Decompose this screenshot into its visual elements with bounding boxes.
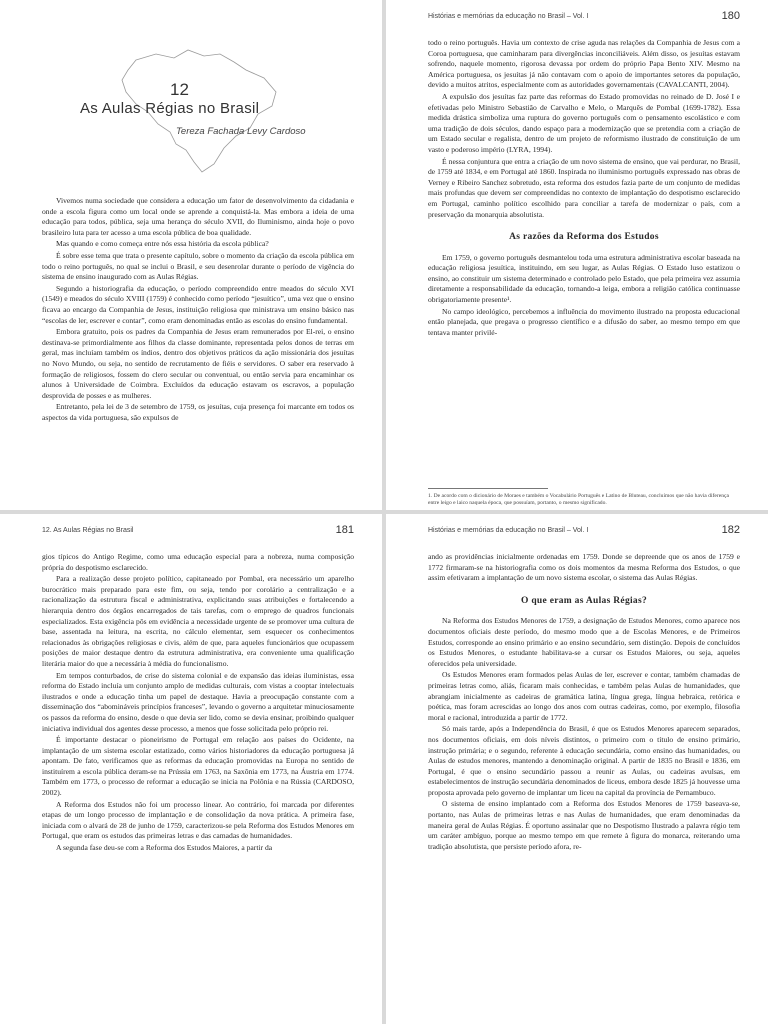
running-head-title: Histórias e memórias da educação no Brasil – Vol. I <box>428 527 589 534</box>
body-text <box>428 552 740 853</box>
page-number: 182 <box>721 524 740 536</box>
paragraph: Vivemos numa sociedade que considera a educação um fator de desenvolvimento da cidadania e onde a escola figura como um local onde se aprende a conquistá-la. Mas embora a ideia de uma educação para todos, pública, seja uma herança do século XVII, do Iluminismo, ainda hoje o povo brasileiro luta para ter acesso a uma escola pública de boa qualidade. <box>42 196 354 237</box>
chapter-number: 12 <box>170 80 189 99</box>
page-number: 181 <box>335 524 354 536</box>
paragraph: A expulsão dos jesuítas faz parte das reformas do Estado promovidas no reinado de D. José I e efetivadas pelo Ministro Sebastião de Carvalho e Melo, o Marquês de Pombal (1699-1782). Essa medida drástica simboliza uma ruptura do governo português com o pensamento escolástico e com uma tradição de dois séculos, dando espaço para a modernização que se pretendia com a criação de um Estado secular e regalista, dentro de um projeto de reformismo ilustrado de constituição de um vasto e poderoso império (LYRA, 1994). <box>428 91 740 154</box>
paragraph: Entretanto, pela lei de 3 de setembro de 1759, os jesuítas, cuja presença foi marcante em todos os aspectos da vida portuguesa, são expulsos de <box>42 402 354 422</box>
paragraph: Para a realização desse projeto político, capitaneado por Pombal, era necessário um aparelho burocrático mais preparado para este fim, ou seja, tendo por corolário a centralização e a racionalização da estrutura fiscal e administrativa, explicitando suas atribuições e fortalecendo a hierarquia dentro dos órgãos encarregados de tais tarefas, com o emprego de quadros funcionais especializados. Esta exigência pôs em evidência a necessidade urgente de se promover uma cultura de base, assentada na leitura, na escrita, no cálculo elementar, sem esquecer os conhecimentos relacionados às obrigações religiosas e civis, além de que, para aqueles funcionários que ocupassem posições de maior destaque dentro da estrutura administrativa, era conveniente uma qualificação literária maior do que a necessária à média do funcionalismo. <box>42 574 354 668</box>
page-182 <box>386 514 768 1024</box>
section-heading: O que eram as Aulas Régias? <box>520 595 648 606</box>
paragraph: Mas quando e como começa entre nós essa história da escola pública? <box>56 239 269 249</box>
paragraph: Em 1759, o governo português desmantelou toda uma estrutura administrativa escolar baseada na educação religiosa jesuítica, instituindo, em seu lugar, as Aulas Régias. O Estado luso estatizou o ensino, ao constituir um sistema determinado e controlado pelo Estado, que pela primeira vez assumia diretamente a responsabilidade da educação, tornando-a leiga, embora a religião católica continuasse obrigatoriamente presente¹. <box>428 252 740 305</box>
page-179 <box>0 0 382 510</box>
body-text <box>42 196 354 424</box>
footnote-rule <box>428 488 548 489</box>
paragraph: Embora gratuito, pois os padres da Companhia de Jesus eram remunerados por El-rei, o ensino destinava-se primordialmente aos filhos da classe dominante, representada pelos donos de terras em geral, mas incluíam também os índios, dentro dos objetivos práticos da ação missionária dos jesuítas no Novo Mundo, ou seja, no sentido de recrutamento de fiéis e servidores. O saber era reservado à formação de religiosos, fossem do clero secular ou conventual, ou então servia para encaminhar os alunos à Universidade de Coimbra. Excluídos da educação estavam os escravos, a população desprovida de posses e as mulheres. <box>42 327 354 400</box>
page-180 <box>386 0 768 510</box>
chapter-author: Tereza Fachada Levy Cardoso <box>176 126 306 137</box>
chapter-title: As Aulas Régias no Brasil <box>80 100 260 117</box>
paragraph: Só mais tarde, após a Independência do Brasil, é que os Estudos Menores aparecem separados, nos documentos oficiais, em dois níveis distintos, o primeiro com o título de ensino primário, instrução primária; e o segundo, referente à educação secundária, como ensino das humanidades, ou Aulas de estudos menores, mantendo a denominação original. A partir de 1835 no Brasil e 1836, em Portugal, é que o ensino secundário passou a reunir as Aulas, ou cadeiras avulsas, em estabelecimentos de instrução secundária denominados de liceus, embora desde 1825 já houvesse uma proposta aprovada pelo governo de implantar um liceu na capital da província de Pernambuco. <box>428 724 740 797</box>
paragraph: ando as providências inicialmente ordenadas em 1759. Donde se depreende que os anos de 1759 e 1772 firmaram-se na historiografia como os dois momentos da mesma Reforma dos Estudos, o que assim efetivaram a implantação de um novo sistema escolar, o sistema das Aulas Régias. <box>428 552 740 583</box>
page-number: 180 <box>721 10 740 22</box>
paragraph: Em tempos conturbados, de crise do sistema colonial e de expansão das ideias iluministas, essa reforma do Estado incluía um conjunto amplo de medidas culturais, com vistas a cooptar intelectuais ilustrados e onde a educação tinha um papel de destaque. Havia a preocupação constante com a disseminação dos “abomináveis princípios franceses”, levando o governo a arquitetar minuciosamente os passos da reforma do ensino, desde o que devia ser lido, como se devia ensinar, proibindo qualquer iniciativa individual dos agentes desse processo, a menos que fosse solicitada pelo próprio rei. <box>42 670 354 733</box>
footnote: 1. De acordo com o dicionário de Moraes e também o Vocabulário Português e Latino de Bluteau, concluímos que não havia diferença entre leigo e laico naquela época, que possuíam, portanto, o mesmo significado. <box>428 493 729 506</box>
page-181 <box>0 514 382 1024</box>
body-text <box>428 38 740 339</box>
paragraph: Segundo a historiografia da educação, o período compreendido entre meados do século XVI (1549) e meados do século XVIII (1759) é conhecido como período “jesuítico”, uma vez que o ensino ficava ao encargo da Companhia de Jesus, instituição religiosa que ministrava um ensino básico nas “escolas de ler, escrever e contar”, como eram denominadas então as escolas do ensino fundamental. <box>42 283 354 325</box>
running-head <box>428 10 740 27</box>
section-heading: As razões da Reforma dos Estudos <box>509 232 659 243</box>
body-text <box>42 552 354 855</box>
running-head-title: Histórias e memórias da educação no Brasil – Vol. I <box>428 13 589 20</box>
paragraph: É nessa conjuntura que entra a criação de um novo sistema de ensino, que vai perdurar, no Brasil, de 1759 até 1834, e em Portugal até 1860. Inspirada no iluminismo português expressado nas obras de Verney e Ribeiro Sanchez sobretudo, esta reforma dos estudos fazia parte de um conjunto de medidas mais profundas que devem ser compreendidas no contexto de implantação do despotismo esclarecido em Portugal, caminho político escolhido para conciliar a tarefa de modernizar o país, com a preservação da monarquia absolutista. <box>428 156 740 219</box>
running-head <box>42 524 354 541</box>
paragraph: A Reforma dos Estudos não foi um processo linear. Ao contrário, foi marcada por diferentes etapas de um longo processo de implantação e de consolidação da nova prática. A primeira fase, iniciada com o alvará de 28 de junho de 1759, caracterizou-se pela Reforma dos Estudos Menores em Portugal, que eram os estudos das primeiras letras e das camadas de humanidades. <box>42 799 354 841</box>
paragraph: gios típicos do Antigo Regime, como uma educação especial para a nobreza, numa composição própria do despotismo esclarecido. <box>42 552 354 572</box>
paragraph: O sistema de ensino implantado com a Reforma dos Estudos Menores de 1759 baseava-se, portanto, nas Aulas de primeiras letras e nas Aulas de humanidades, que eram denominadas da maneira geral de Aulas Régias. É oportuno assinalar que no Despotismo Ilustrado a palavra régio tem um caráter ambíguo, porque ao mesmo tempo em que remete à figura do monarca, reiterando uma tradição absolutista, que persiste período afora, re- <box>428 799 740 851</box>
running-head-title: 12. As Aulas Régias no Brasil <box>42 527 134 534</box>
paragraph: A segunda fase deu-se com a Reforma dos Estudos Maiores, a partir da <box>56 843 273 853</box>
paragraph: Os Estudos Menores eram formados pelas Aulas de ler, escrever e contar, também chamadas de primeiras letras como, aliás, ficaram mais conhecidas, e também pelas Aulas de humanidades, que abrangiam inicialmente as cadeiras de gramática latina, língua grega, língua hebraica, retórica e poética, mas foram acrescidas ao longo dos anos com outras cadeiras, como, por exemplo, filosofia moral e racional, introduzida a partir de 1772. <box>428 670 740 722</box>
running-head <box>428 524 740 541</box>
paragraph: No campo ideológico, percebemos a influência do movimento ilustrado na proposta educacional então planejada, que pregava o progresso científico e a difusão do saber, ao mesmo tempo em que tentava manter privilé- <box>428 306 740 337</box>
paragraph: todo o reino português. Havia um contexto de crise aguda nas relações da Companhia de Jesus com a Coroa portuguesa, que caminharam para divergências inconciliáveis. Além disso, os jesuítas estavam sofrendo, naquele momento, rigorosa devassa por ordem do próprio Papa Bento XIV. Mesmo na América portuguesa, os jesuítas já não contavam com o apoio de importantes setores da população, devido a muitos atritos, especialmente com as autoridades governamentais (CAVALCANTI, 2004). <box>428 38 740 90</box>
paragraph: É sobre esse tema que trata o presente capítulo, sobre o momento da criação da escola pública em todo o reino português, no qual se inclui o Brasil, e seu desenrolar durante o período de vigência do sistema de ensino inaugurado com as Aulas Régias. <box>42 250 354 282</box>
paragraph: É importante destacar o pioneirismo de Portugal em relação aos países do Ocidente, na implantação de um sistema escolar estatizado, como vários historiadores da educação portuguesa já apontam. De fato, verificamos que as reformas da educação promovidas na Europa no sentido de instituírem a escola pública deram-se na Prússia em 1763, na Saxônia em 1773, na Áustria em 1774. Também em 1773, o processo de reformar a educação se inicia na Polônia e na Rússia (CARDOSO, 2002). <box>42 735 354 798</box>
paragraph: Na Reforma dos Estudos Menores de 1759, a designação de Estudos Menores, como aparece nos documentos oficiais deste período, do mesmo modo que a de Escolas Menores, e de Primeiros Estudos, corresponde ao ensino primário e ao ensino secundário, sem distinção. Depois de concluídos os Estudos Menores, o estudante habilitava-se a cursar os Estudos Maiores, ou seja, aqueles oferecidos pela universidade. <box>428 616 740 668</box>
